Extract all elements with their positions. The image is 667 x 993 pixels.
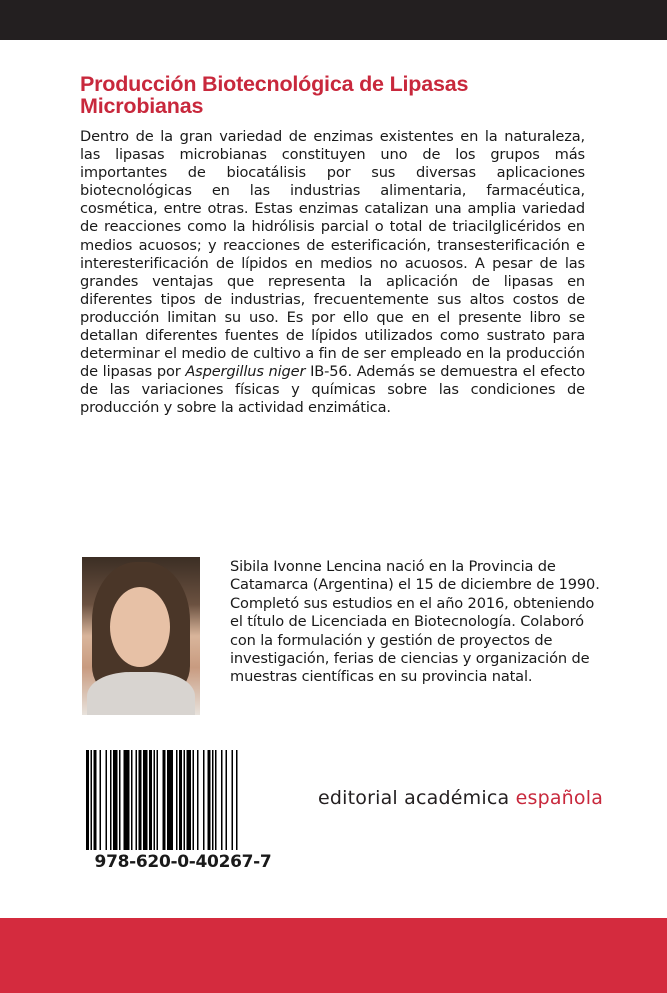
barcode-bar	[110, 750, 112, 850]
author-photo	[82, 557, 200, 715]
book-blurb	[80, 128, 585, 418]
barcode-bar	[226, 750, 228, 850]
barcode-bar	[119, 750, 121, 850]
barcode-bar	[143, 750, 148, 850]
barcode-bar	[167, 750, 173, 850]
barcode-bar	[184, 750, 186, 850]
blurb-text-end: IB-56. Además se demuestra el efecto de las variaciones físicas y químicas sobre las condiciones de producción y sobre la actividad enzimática.	[80, 363, 585, 417]
publisher-logo	[318, 787, 603, 809]
barcode-bar	[232, 750, 234, 850]
barcode	[86, 750, 280, 850]
barcode-bar	[86, 750, 89, 850]
barcode-bar	[136, 750, 138, 850]
author-bio: Sibila Ivonne Lencina nació en la Provincia de Catamarca (Argentina) el 15 de diciembre de 1990. Completó sus estudios en el año 2016, obteniendo el título de Licenciada en Biotecnología. Colaboró con la formulación y gestión de proyectos de investigación, ferias de ciencias y organización de muestras científicas en su provincia natal.	[230, 558, 600, 686]
barcode-bar	[212, 750, 214, 850]
barcode-bar	[163, 750, 166, 850]
book-title: Producción Biotecnológica de Lipasas Microbianas	[80, 72, 469, 118]
blurb-species: Aspergillus niger	[185, 363, 306, 381]
barcode-bar	[91, 750, 93, 850]
barcode-bar	[236, 750, 238, 850]
barcode-bar	[157, 750, 159, 850]
barcode-bar	[187, 750, 192, 850]
barcode-bar	[106, 750, 108, 850]
isbn: 978-620-0-40267-7	[94, 852, 272, 872]
barcode-bar	[203, 750, 205, 850]
barcode-bar	[208, 750, 211, 850]
barcode-bar	[179, 750, 182, 850]
barcode-bar	[100, 750, 102, 850]
barcode-bar	[215, 750, 217, 850]
barcode-bar	[124, 750, 130, 850]
barcode-bar	[154, 750, 156, 850]
barcode-bar	[149, 750, 152, 850]
bottom-band	[0, 918, 667, 993]
publisher-name-accent: española	[515, 787, 604, 809]
publisher-name: editorial académica	[318, 787, 510, 809]
barcode-bar	[94, 750, 97, 850]
barcode-bar	[113, 750, 118, 850]
barcode-bar	[176, 750, 178, 850]
blurb-text: Dentro de la gran variedad de enzimas existentes en la naturaleza, las lipasas microbianas constituyen uno de los grupos más importantes de biocatálisis por sus diversas aplicaciones biotecnológicas en las industrias alimentaria, farmacéutica, cosmética, entre otras. Estas enzimas catalizan una amplia variedad de reacciones como la hidrólisis parcial o total de triacilglicéridos en medios acuosos; y reacciones de esterificación, transesterificación e interesterificación de lípidos en medios no acuosos. A pesar de las grandes ventajas que representa la aplicación de lipasas en diferentes tipos de industrias, frecuentemente sus altos costos de producción limitan su uso. Es por ello que en el presente libro se detallan diferentes fuentes de lípidos utilizados como sustrato para determinar el medio de cultivo a fin de ser empleado en la producción de lipasas por	[80, 128, 585, 381]
barcode-bar	[221, 750, 223, 850]
barcode-bar	[139, 750, 142, 850]
top-band	[0, 0, 667, 40]
barcode-bar	[197, 750, 199, 850]
barcode-bar	[131, 750, 133, 850]
barcode-bar	[193, 750, 195, 850]
